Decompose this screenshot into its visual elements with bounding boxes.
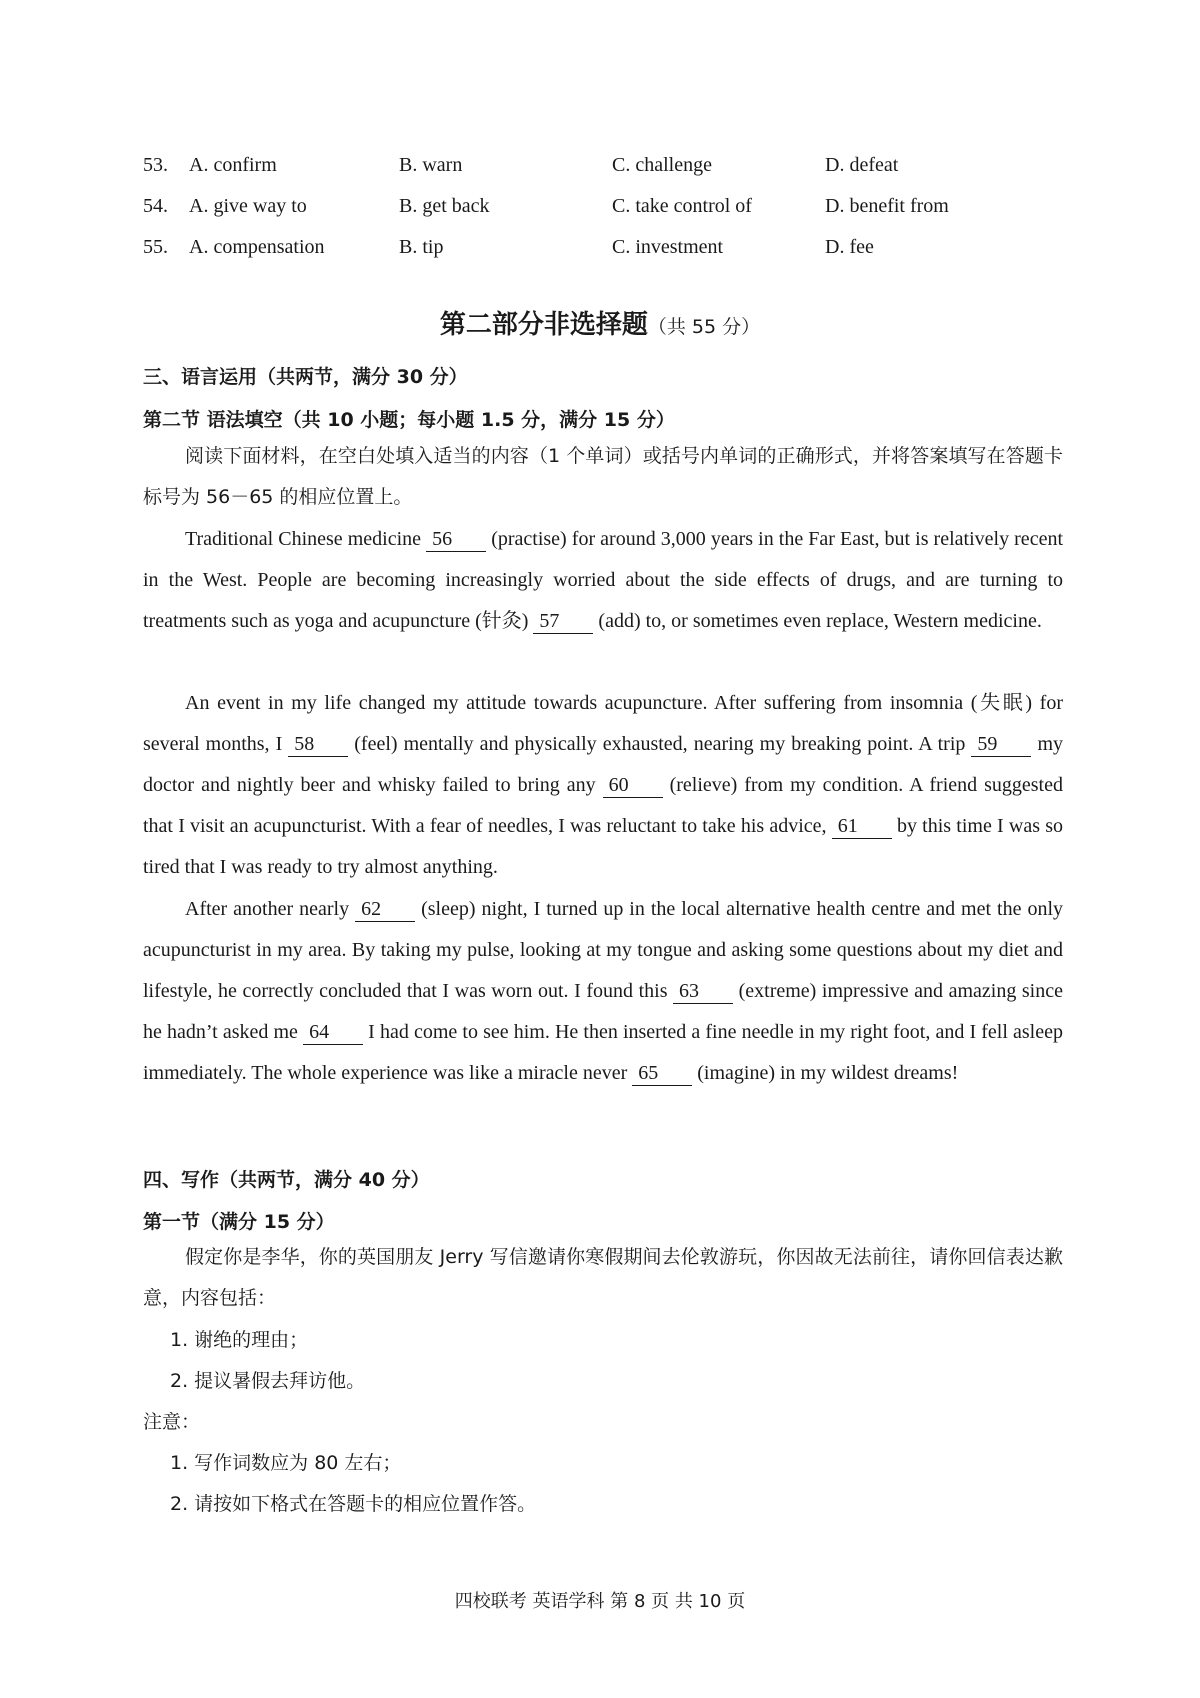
question-number: 53. <box>143 154 168 176</box>
passage-text: (imagine) in my wildest dreams! <box>692 1062 959 1084</box>
question-number: 55. <box>143 236 168 258</box>
note-label: 注意： <box>143 1411 201 1433</box>
passage-text: (extreme) impressive and amazing since he hadn’t asked me <box>143 980 1063 1043</box>
option-row-55 <box>143 230 1043 264</box>
note-item: 2. 请按如下格式在答题卡的相应位置作答。 <box>170 1493 537 1515</box>
passage-text: my doctor and nightly beer and whisky failed to bring any <box>143 733 1063 796</box>
option-b: B. get back <box>399 195 490 217</box>
sub-section-heading: 第一节（满分 15 分） <box>143 1211 335 1233</box>
passage-paragraph-3 <box>143 889 1063 1094</box>
passage-text: (add) to, or sometimes even replace, Western medicine. <box>593 610 1042 632</box>
blank-57[interactable]: 57 <box>533 609 593 634</box>
question-number: 54. <box>143 195 168 217</box>
section-heading: 四、写作（共两节，满分 40 分） <box>143 1169 430 1191</box>
option-a: A. compensation <box>189 236 325 258</box>
option-c: C. challenge <box>612 154 712 176</box>
option-b: B. tip <box>399 236 444 258</box>
passage-text: (practise) for around 3,000 years in the Far East, but is relatively recent in the West. People are becoming increasingly worried about the side effects of drugs, and are turning to treatments such as yoga and acupuncture (针灸) <box>143 528 1063 632</box>
section-heading: 三、语言运用（共两节，满分 30 分） <box>143 366 468 388</box>
blank-59[interactable]: 59 <box>971 732 1031 757</box>
option-d: D. fee <box>825 236 874 258</box>
blank-64[interactable]: 64 <box>303 1020 363 1045</box>
passage-text: An event in my life changed my attitude towards acupuncture. After suffering from insomnia (失眠) for several months, I <box>143 692 1063 755</box>
blank-61[interactable]: 61 <box>832 814 892 839</box>
part-title-score: （共 55 分） <box>647 316 761 338</box>
blank-60[interactable]: 60 <box>603 773 663 798</box>
option-d: D. benefit from <box>825 195 949 217</box>
option-row-54 <box>143 189 1043 223</box>
option-a: A. give way to <box>189 195 307 217</box>
blank-65[interactable]: 65 <box>632 1061 692 1086</box>
option-c: C. take control of <box>612 195 752 217</box>
page-footer: 四校联考 英语学科 第 8 页 共 10 页 <box>454 1591 746 1612</box>
part-title-text: 第二部分非选择题 <box>439 310 648 340</box>
passage-text: Traditional Chinese medicine <box>185 528 427 550</box>
blank-62[interactable]: 62 <box>355 897 415 922</box>
option-row-53 <box>143 148 1043 182</box>
option-c: C. investment <box>612 236 724 258</box>
passage-text: by this time I was so tired that I was ready to try almost anything. <box>143 815 1063 878</box>
prompt-item: 1. 谢绝的理由； <box>170 1329 309 1351</box>
passage-text: I had come to see him. He then inserted a fine needle in my right foot, and I fell asleep immediately. The whole experience was like a miracle never <box>143 1021 1063 1084</box>
instruction-text: 阅读下面材料，在空白处填入适当的内容（1 个单词）或括号内单词的正确形式，并将答案填写在答题卡标号为 56－65 的相应位置上。 <box>143 445 1063 508</box>
passage-paragraph-2 <box>143 683 1063 888</box>
writing-prompt: 假定你是李华，你的英国朋友 Jerry 写信邀请你寒假期间去伦敦游玩，你因故无法前往，请你回信表达歉意，内容包括： <box>143 1246 1063 1309</box>
prompt-item: 2. 提议暑假去拜访他。 <box>170 1370 366 1392</box>
option-d: D. defeat <box>825 154 899 176</box>
passage-text: After another nearly <box>185 898 356 920</box>
sub-section-heading: 第二节 语法填空（共 10 小题；每小题 1.5 分，满分 15 分） <box>143 409 675 431</box>
passage-text: (feel) mentally and physically exhausted, nearing my breaking point. A trip <box>348 733 972 755</box>
passage-paragraph-1 <box>143 519 1063 642</box>
option-b: B. warn <box>399 154 463 176</box>
blank-63[interactable]: 63 <box>673 979 733 1004</box>
blank-56[interactable]: 56 <box>426 527 486 552</box>
blank-58[interactable]: 58 <box>288 732 348 757</box>
passage-text: (sleep) night, I turned up in the local alternative health centre and met the only acupuncturist in my area. By taking my pulse, looking at my tongue and asking some questions about my diet and lifestyle, he correctly concluded that I was worn out. I found this <box>143 898 1064 1002</box>
part-title <box>0 304 1200 341</box>
note-item: 1. 写作词数应为 80 左右； <box>170 1452 402 1474</box>
option-a: A. confirm <box>189 154 277 176</box>
passage-text: (relieve) from my condition. A friend suggested that I visit an acupuncturist. With a fear of needles, I was reluctant to take his advice, <box>143 774 1063 837</box>
